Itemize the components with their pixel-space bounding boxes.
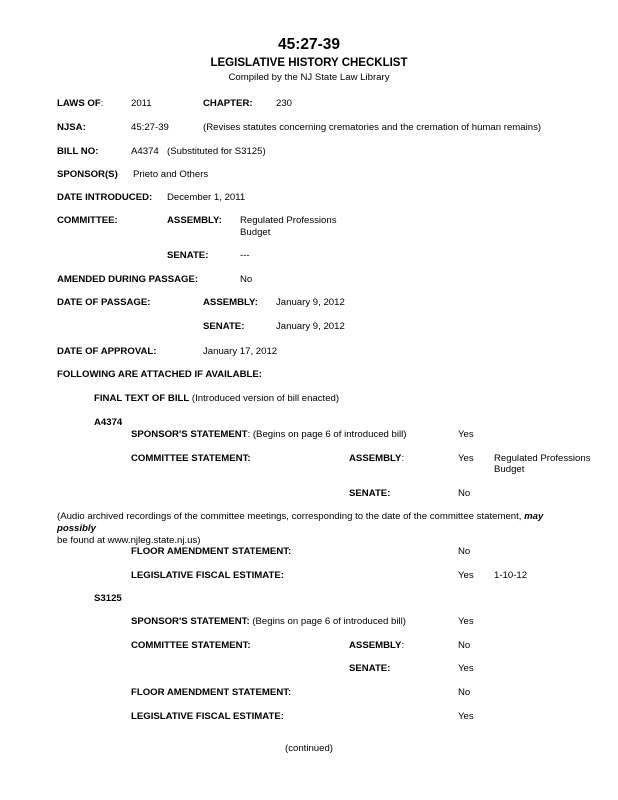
s3125-fiscal-estimate-label: LEGISLATIVE FISCAL ESTIMATE:	[131, 711, 284, 722]
a4374-floor-amendment-label: FLOOR AMENDMENT STATEMENT:	[131, 546, 292, 557]
committee-assembly-label: ASSEMBLY:	[167, 215, 222, 226]
approval-value: January 17, 2012	[203, 346, 278, 357]
s3125-floor-amendment-value: No	[458, 687, 471, 698]
chapter-value: 230	[276, 98, 293, 109]
committee-senate-label: SENATE:	[167, 250, 209, 261]
a4374-assembly-value: Yes	[458, 453, 474, 464]
a4374-fiscal-estimate-value: Yes	[458, 570, 474, 581]
a4374-senate-label: SENATE:	[349, 488, 391, 499]
s3125-assembly-label: ASSEMBLY:	[349, 640, 405, 651]
committee-assembly-2: Budget	[240, 227, 271, 238]
s3125-assembly-value: No	[458, 640, 471, 651]
passage-senate-label: SENATE:	[203, 321, 245, 332]
a4374-assembly-committee-1: Regulated Professions	[494, 453, 591, 464]
passage-assembly-label: ASSEMBLY:	[203, 297, 258, 308]
chapter-label: CHAPTER:	[203, 98, 253, 109]
njsa-value: 45:27-39	[131, 122, 169, 133]
date-introduced-label: DATE INTRODUCED:	[57, 192, 153, 203]
amended-value: No	[240, 274, 253, 285]
a4374-assembly-committee-2: Budget	[494, 464, 525, 475]
njsa-description: (Revises statutes concerning crematories and the cremation of human remains)	[203, 122, 542, 133]
bill-substituted: (Substituted for S3125)	[167, 146, 266, 157]
page-number-title: 45:27-39	[277, 36, 341, 53]
passage-senate-value: January 9, 2012	[276, 321, 345, 332]
laws-of-value: 2011	[131, 98, 152, 109]
s3125-fiscal-estimate-value: Yes	[458, 711, 474, 722]
s3125-committee-statement-label: COMMITTEE STATEMENT:	[131, 640, 251, 651]
a4374-assembly-label: ASSEMBLY:	[349, 453, 405, 464]
s3125-floor-amendment-label: FLOOR AMENDMENT STATEMENT:	[131, 687, 292, 698]
compiled-by: Compiled by the NJ State Law Library	[228, 72, 390, 83]
date-introduced-value: December 1, 2011	[167, 192, 246, 203]
a4374-committee-statement-label: COMMITTEE STATEMENT:	[131, 453, 251, 464]
njsa-label: NJSA:	[57, 122, 86, 133]
sponsors-label: SPONSOR(S)	[57, 169, 118, 180]
committee-label: COMMITTEE:	[57, 215, 118, 226]
s3125-heading: S3125	[94, 593, 122, 604]
a4374-floor-amendment-value: No	[458, 546, 471, 557]
passage-label: DATE OF PASSAGE:	[57, 297, 151, 308]
approval-label: DATE OF APPROVAL:	[57, 346, 157, 357]
a4374-fiscal-estimate-date: 1-10-12	[494, 570, 528, 581]
a4374-sponsor-statement-value: Yes	[458, 429, 474, 440]
a4374-senate-value: No	[458, 488, 471, 499]
a4374-heading: A4374	[94, 417, 123, 428]
laws-of-label: LAWS OF:	[57, 98, 104, 109]
audio-archive-note: (Audio archived recordings of the committee meetings, corresponding to the date of the committee statement, may possibly be found at www.njleg.state.nj.us)	[57, 511, 544, 546]
s3125-sponsor-statement-value: Yes	[458, 616, 474, 627]
s3125-senate-value: Yes	[458, 663, 474, 674]
a4374-fiscal-estimate-label: LEGISLATIVE FISCAL ESTIMATE:	[131, 570, 284, 581]
s3125-senate-label: SENATE:	[349, 663, 391, 674]
final-text-line: FINAL TEXT OF BILL (Introduced version of bill enacted)	[94, 393, 340, 404]
bill-no-label: BILL NO:	[57, 146, 99, 157]
page-title: LEGISLATIVE HISTORY CHECKLIST	[210, 57, 408, 69]
amended-label: AMENDED DURING PASSAGE:	[57, 274, 199, 285]
sponsors-value: Prieto and Others	[133, 169, 209, 180]
committee-senate-value: ---	[240, 250, 250, 261]
a4374-sponsor-statement: SPONSOR'S STATEMENT: (Begins on page 6 of introduced bill)	[131, 429, 407, 440]
s3125-sponsor-statement: SPONSOR'S STATEMENT: (Begins on page 6 of introduced bill)	[131, 616, 406, 627]
committee-assembly-1: Regulated Professions	[240, 215, 337, 226]
bill-no-value: A4374	[131, 146, 159, 157]
attached-heading: FOLLOWING ARE ATTACHED IF AVAILABLE:	[57, 369, 262, 380]
passage-assembly-value: January 9, 2012	[276, 297, 345, 308]
continued-note: (continued)	[285, 743, 333, 754]
